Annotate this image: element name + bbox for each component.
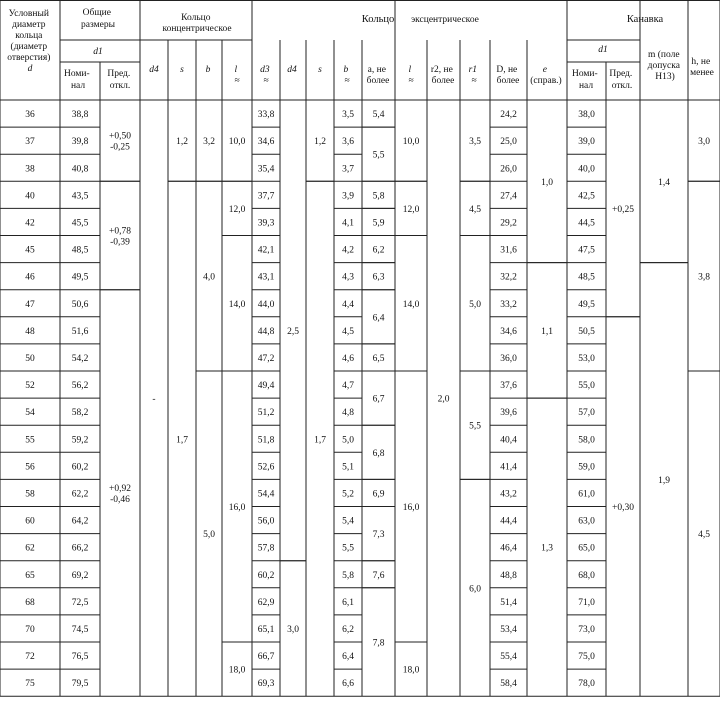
cell-D: 25,0 xyxy=(500,137,517,148)
header-conditional-diameter: Условный диаметр кольца (диаметр отверстия) d xyxy=(7,9,51,74)
cell-d3: 37,7 xyxy=(257,191,275,202)
cell-r1: 6,0 xyxy=(469,584,481,595)
cell-b-eccentric: 4,7 xyxy=(342,381,354,392)
cell-a: 5,4 xyxy=(372,110,385,121)
cell-r1: 3,5 xyxy=(469,137,481,148)
cell-a: 6,5 xyxy=(372,353,385,364)
cell-l1: 14,0 xyxy=(228,299,246,310)
cell-m: 1,9 xyxy=(658,475,670,486)
cell-diameter: 46 xyxy=(25,272,35,283)
cell-l1: 16,0 xyxy=(228,503,246,513)
cell-nominal: 38,8 xyxy=(71,110,89,121)
cell-b-eccentric: 5,1 xyxy=(342,462,354,473)
cell-nominal: 60,2 xyxy=(71,462,89,473)
cell-groove-nominal: 38,0 xyxy=(578,110,595,121)
cell-groove-nominal: 73,0 xyxy=(578,624,595,635)
cell-groove-nominal: 44,5 xyxy=(578,218,595,229)
cell-diameter: 56 xyxy=(25,462,35,473)
cell-d3: 34,6 xyxy=(257,137,275,148)
cell-D: 51,4 xyxy=(500,597,517,608)
cell-groove-nominal: 50,5 xyxy=(578,326,595,337)
header-s-concentric: s xyxy=(180,65,184,75)
cell-l2: 12,0 xyxy=(402,204,420,215)
cell-groove-nominal: 47,5 xyxy=(578,245,595,256)
cell-b1: 4,0 xyxy=(203,272,215,283)
header-general-dimensions: Общие размеры xyxy=(81,8,115,30)
cell-nominal: 74,5 xyxy=(71,624,89,635)
cell-b-eccentric: 3,7 xyxy=(342,164,354,175)
header-d3: d3 ≈ xyxy=(260,65,270,86)
cell-d3: 42,1 xyxy=(257,245,275,256)
header-d4-concentric: d4 xyxy=(149,65,159,75)
cell-diameter: 42 xyxy=(25,218,35,229)
cell-diameter: 60 xyxy=(25,516,35,527)
cell-b-eccentric: 4,2 xyxy=(342,245,354,256)
header-e-ref: e (справ.) xyxy=(530,65,562,86)
header-m: m (поле допуска H13) xyxy=(647,50,680,82)
cell-a: 5,9 xyxy=(372,218,385,229)
cell-d4a: - xyxy=(152,394,156,405)
cell-D: 37,6 xyxy=(500,381,517,392)
header-b-concentric: b xyxy=(205,65,211,75)
cell-pred: -0,39 xyxy=(110,237,130,248)
cell-D: 53,4 xyxy=(500,624,517,635)
cell-diameter: 48 xyxy=(25,326,35,337)
cell-a: 7,8 xyxy=(372,638,385,649)
cell-D: 29,2 xyxy=(500,218,517,229)
cell-diameter: 36 xyxy=(25,110,35,121)
cell-b-eccentric: 3,6 xyxy=(342,137,354,148)
cell-e: 1,1 xyxy=(541,326,553,337)
cell-diameter: 37 xyxy=(25,137,35,148)
cell-groove-nominal: 71,0 xyxy=(578,597,595,608)
cell-s2: 1,2 xyxy=(314,137,326,148)
cell-nominal: 56,2 xyxy=(71,381,89,392)
cell-l2: 18,0 xyxy=(402,665,420,676)
cell-pred: +0,50 xyxy=(109,131,131,142)
cell-nominal: 76,5 xyxy=(71,652,89,663)
header-D-max: D, не более xyxy=(496,65,520,86)
header-deviation: Пред. откл. xyxy=(107,69,131,91)
cell-d3: 51,2 xyxy=(257,408,275,419)
cell-a: 5,5 xyxy=(372,150,385,161)
cell-diameter: 72 xyxy=(25,652,35,663)
cell-groove-nominal: 58,0 xyxy=(578,435,595,446)
cell-d3: 60,2 xyxy=(257,570,275,581)
cell-groove-nominal: 63,0 xyxy=(578,516,595,527)
cell-l1: 10,0 xyxy=(228,137,246,148)
cell-D: 44,4 xyxy=(500,516,517,527)
cell-nominal: 50,6 xyxy=(71,299,89,310)
cell-nominal: 72,5 xyxy=(71,597,89,608)
cell-groove-nominal: 49,5 xyxy=(578,299,595,310)
cell-diameter: 70 xyxy=(25,624,35,635)
header-groove-deviation: Пред. откл. xyxy=(609,69,633,91)
cell-cpred: +0,30 xyxy=(612,503,634,513)
cell-nominal: 66,2 xyxy=(71,543,89,554)
cell-pred: +0,78 xyxy=(109,226,131,237)
cell-diameter: 75 xyxy=(25,679,35,690)
cell-l2: 16,0 xyxy=(402,503,420,513)
cell-h: 3,8 xyxy=(698,272,710,283)
cell-diameter: 47 xyxy=(25,299,35,310)
cell-D: 55,4 xyxy=(500,652,517,663)
cell-nominal: 40,8 xyxy=(71,164,89,175)
cell-diameter: 45 xyxy=(25,245,35,256)
cell-groove-nominal: 39,0 xyxy=(578,137,595,148)
cell-b-eccentric: 6,1 xyxy=(342,597,354,608)
table-body xyxy=(25,110,710,689)
cell-d3: 44,8 xyxy=(257,326,275,337)
cell-d3: 65,1 xyxy=(257,624,275,635)
cell-a: 7,3 xyxy=(372,530,385,541)
cell-b-eccentric: 3,9 xyxy=(342,191,354,202)
cell-r1: 5,5 xyxy=(469,421,481,432)
cell-diameter: 65 xyxy=(25,570,35,581)
cell-D: 31,6 xyxy=(500,245,517,256)
cell-nominal: 54,2 xyxy=(71,353,89,364)
cell-diameter: 40 xyxy=(25,191,35,202)
cell-groove-nominal: 53,0 xyxy=(578,353,595,364)
cell-b1: 3,2 xyxy=(203,137,215,148)
cell-nominal: 69,2 xyxy=(71,570,89,581)
cell-nominal: 64,2 xyxy=(71,516,89,527)
cell-b1: 5,0 xyxy=(203,530,215,541)
cell-d3: 66,7 xyxy=(257,652,275,663)
cell-l2: 10,0 xyxy=(402,137,420,148)
cell-d3: 51,8 xyxy=(257,435,275,446)
cell-diameter: 58 xyxy=(25,489,35,500)
header-r1: r1 ≈ xyxy=(468,65,478,86)
header-ring: Кольцо xyxy=(361,14,395,25)
cell-groove-nominal: 57,0 xyxy=(578,408,595,419)
cell-b-eccentric: 6,2 xyxy=(342,624,354,635)
cell-cpred: +0,25 xyxy=(612,204,634,215)
cell-pred: +0,92 xyxy=(109,483,131,494)
cell-b-eccentric: 4,8 xyxy=(342,408,354,419)
cell-b-eccentric: 5,0 xyxy=(342,435,354,446)
cell-D: 48,8 xyxy=(500,570,517,581)
cell-a: 6,2 xyxy=(372,245,385,256)
cell-d3: 47,2 xyxy=(257,353,275,364)
cell-r1: 5,0 xyxy=(469,299,481,310)
cell-groove-nominal: 75,0 xyxy=(578,652,595,663)
cell-pred: -0,25 xyxy=(110,142,130,153)
cell-groove-nominal: 40,0 xyxy=(578,164,595,175)
header-groove: Канавка xyxy=(626,14,664,25)
header-b-eccentric: b ≈ xyxy=(343,65,350,86)
header-l-eccentric: l ≈ xyxy=(408,65,414,86)
cell-D: 32,2 xyxy=(500,272,517,283)
cell-e: 1,0 xyxy=(541,177,553,188)
cell-diameter: 38 xyxy=(25,164,35,175)
cell-pred: -0,46 xyxy=(110,494,130,505)
cell-nominal: 59,2 xyxy=(71,435,89,446)
header-d1-general: d1 xyxy=(93,47,103,57)
cell-d3: 44,0 xyxy=(257,299,275,310)
cell-d3: 52,6 xyxy=(257,462,275,473)
cell-diameter: 55 xyxy=(25,435,35,446)
cell-e: 1,3 xyxy=(541,543,553,554)
cell-b-eccentric: 5,4 xyxy=(342,516,354,527)
cell-groove-nominal: 59,0 xyxy=(578,462,595,473)
cell-d3: 57,8 xyxy=(257,543,275,554)
header-eccentric: эксцентрическое xyxy=(411,15,479,25)
cell-D: 39,6 xyxy=(500,408,517,419)
cell-nominal: 51,6 xyxy=(71,326,89,337)
cell-r2: 2,0 xyxy=(437,394,450,405)
cell-D: 33,2 xyxy=(500,299,517,310)
cell-a: 6,9 xyxy=(372,489,385,500)
cell-b-eccentric: 5,8 xyxy=(342,570,354,581)
cell-nominal: 39,8 xyxy=(71,137,89,148)
cell-groove-nominal: 61,0 xyxy=(578,489,595,500)
cell-d4b: 2,5 xyxy=(287,326,299,337)
cell-groove-nominal: 42,5 xyxy=(578,191,595,202)
cell-D: 40,4 xyxy=(500,435,517,446)
cell-d3: 62,9 xyxy=(257,597,275,608)
cell-a: 6,4 xyxy=(372,313,385,324)
table-header xyxy=(7,7,714,91)
cell-b-eccentric: 6,6 xyxy=(342,679,354,690)
cell-d3: 54,4 xyxy=(257,489,275,500)
cell-b-eccentric: 5,5 xyxy=(342,543,354,554)
cell-s2: 1,7 xyxy=(314,435,326,446)
cell-l2: 14,0 xyxy=(402,299,420,310)
cell-D: 36,0 xyxy=(500,353,517,364)
header-s-eccentric: s xyxy=(318,65,322,75)
cell-nominal: 43,5 xyxy=(71,191,89,202)
cell-l1: 18,0 xyxy=(228,665,246,676)
cell-a: 6,8 xyxy=(372,448,385,459)
cell-b-eccentric: 5,2 xyxy=(342,489,354,500)
cell-D: 43,2 xyxy=(500,489,517,500)
cell-s1: 1,2 xyxy=(176,137,188,148)
cell-b-eccentric: 4,3 xyxy=(342,272,354,283)
cell-a: 6,7 xyxy=(372,394,385,405)
cell-l1: 12,0 xyxy=(228,204,246,215)
cell-groove-nominal: 48,5 xyxy=(578,272,595,283)
header-l-concentric: l ≈ xyxy=(234,65,240,86)
cell-b-eccentric: 4,4 xyxy=(342,299,354,310)
cell-a: 7,6 xyxy=(372,570,385,581)
header-a-max: a, не более xyxy=(366,65,390,86)
cell-b-eccentric: 4,5 xyxy=(342,326,354,337)
cell-b-eccentric: 3,5 xyxy=(342,110,354,121)
cell-groove-nominal: 55,0 xyxy=(578,381,595,392)
header-concentric-ring: Кольцо концентрическое xyxy=(162,13,232,34)
header-d4-eccentric: d4 xyxy=(287,65,297,75)
cell-D: 27,4 xyxy=(500,191,517,202)
cell-d3: 35,4 xyxy=(257,164,275,175)
cell-d3: 69,3 xyxy=(257,679,275,690)
header-nominal: Номи- нал xyxy=(63,69,90,91)
cell-b-eccentric: 4,1 xyxy=(342,218,354,229)
cell-D: 58,4 xyxy=(500,679,517,690)
cell-a: 5,8 xyxy=(372,191,385,202)
cell-D: 41,4 xyxy=(500,462,517,473)
cell-d4b: 3,0 xyxy=(287,624,299,635)
cell-diameter: 50 xyxy=(25,353,35,364)
cell-nominal: 48,5 xyxy=(71,245,89,256)
cell-nominal: 79,5 xyxy=(71,679,89,690)
cell-d3: 33,8 xyxy=(257,110,275,121)
cell-d3: 49,4 xyxy=(257,381,275,392)
header-d1-groove: d1 xyxy=(598,45,608,55)
cell-groove-nominal: 78,0 xyxy=(578,679,595,690)
cell-D: 34,6 xyxy=(500,326,517,337)
header-h-min: h, не менее xyxy=(690,57,714,78)
header-groove-nominal: Номи- нал xyxy=(571,69,598,91)
cell-groove-nominal: 65,0 xyxy=(578,543,595,554)
header-r2-max: r2, не более xyxy=(430,65,455,86)
cell-D: 24,2 xyxy=(500,110,517,121)
cell-m: 1,4 xyxy=(658,177,670,188)
cell-nominal: 62,2 xyxy=(71,489,89,500)
cell-diameter: 54 xyxy=(25,408,35,419)
cell-diameter: 62 xyxy=(25,543,35,554)
cell-D: 46,4 xyxy=(500,543,517,554)
cell-h: 3,0 xyxy=(698,137,710,148)
cell-d3: 43,1 xyxy=(257,272,275,283)
cell-diameter: 68 xyxy=(25,597,35,608)
cell-a: 6,3 xyxy=(372,272,385,283)
cell-b-eccentric: 6,4 xyxy=(342,652,354,663)
cell-nominal: 49,5 xyxy=(71,272,89,283)
cell-s1: 1,7 xyxy=(176,435,188,446)
cell-nominal: 58,2 xyxy=(71,408,89,419)
cell-b-eccentric: 4,6 xyxy=(342,353,354,364)
cell-h: 4,5 xyxy=(698,530,710,541)
cell-nominal: 45,5 xyxy=(71,218,89,229)
cell-groove-nominal: 68,0 xyxy=(578,570,595,581)
cell-d3: 56,0 xyxy=(257,516,275,527)
cell-diameter: 52 xyxy=(25,381,35,392)
cell-d3: 39,3 xyxy=(257,218,275,229)
cell-D: 26,0 xyxy=(500,164,517,175)
cell-r1: 4,5 xyxy=(469,204,481,215)
